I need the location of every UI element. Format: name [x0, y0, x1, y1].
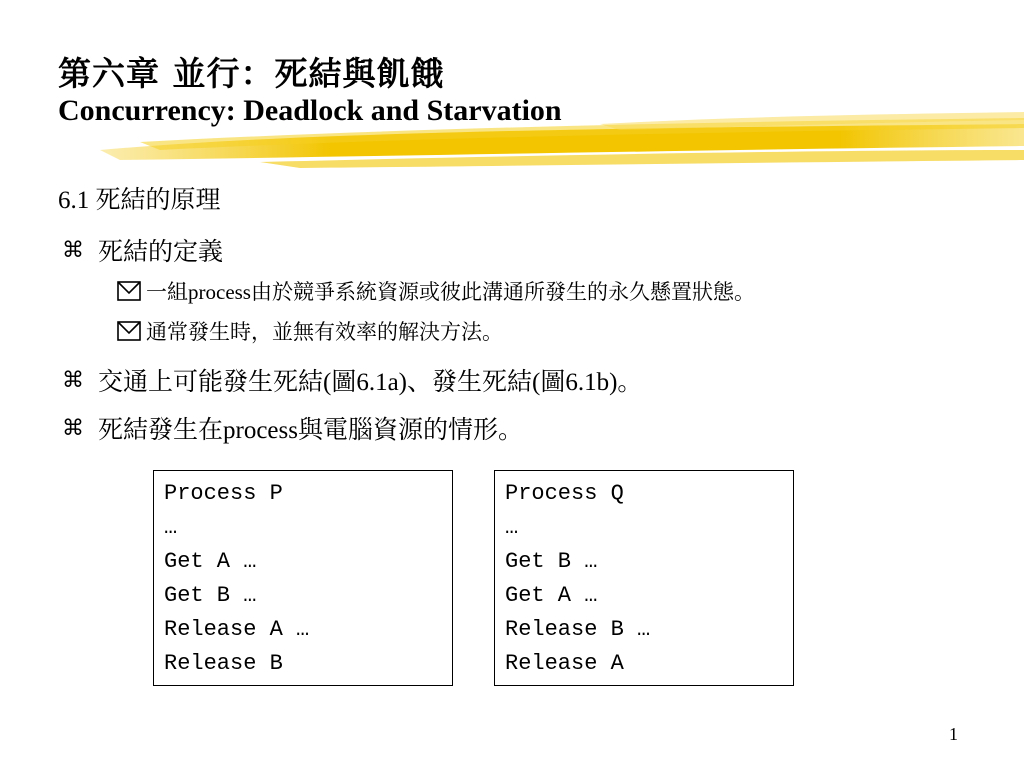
- code-line: …: [505, 515, 519, 540]
- code-line: …: [164, 515, 178, 540]
- bullet-marker-icon: ⌘: [62, 415, 84, 441]
- slide-title-chinese: 第六章 並行：死結與飢餓: [58, 54, 445, 93]
- sub-bullet-text: 一組process由於競爭系統資源或彼此溝通所發生的永久懸置狀態。: [146, 280, 755, 304]
- bullet-marker-icon: ⌘: [62, 367, 84, 393]
- slide-title-english: Concurrency: Deadlock and Starvation: [58, 94, 562, 127]
- bullet-marker-icon: ⌘: [62, 237, 84, 263]
- sub-bullet-text: 通常發生時，並無有效率的解決方法。: [146, 320, 503, 344]
- process-p-code-box: [153, 470, 453, 686]
- bullet-text: 死結發生在process與電腦資源的情形。: [98, 417, 523, 444]
- code-line: Release A: [505, 651, 624, 676]
- bullet-item: [62, 410, 523, 446]
- checkbox-envelope-icon: [116, 280, 142, 302]
- highlight-brush-stroke: [0, 0, 1024, 180]
- bullet-text: 死結的定義: [98, 239, 224, 266]
- bullet-item: [62, 232, 223, 268]
- code-line: Process P: [164, 481, 283, 506]
- bullet-text: 交通上可能發生死結(圖6.1a)、發生死結(圖6.1b)。: [98, 369, 643, 396]
- code-line: Get B …: [164, 583, 257, 608]
- code-line: Get B …: [505, 549, 598, 574]
- bullet-item: [62, 362, 642, 398]
- code-line: Process Q: [505, 481, 624, 506]
- code-line: Get A …: [505, 583, 598, 608]
- code-line: Release A …: [164, 617, 310, 642]
- process-q-code-box: [494, 470, 794, 686]
- sub-bullet-item: [116, 316, 503, 346]
- code-line: Get A …: [164, 549, 257, 574]
- code-line: Release B: [164, 651, 283, 676]
- section-heading: 6.1 死結的原理: [58, 187, 221, 214]
- sub-bullet-item: [116, 276, 755, 306]
- checkbox-envelope-icon: [116, 320, 142, 342]
- code-line: Release B …: [505, 617, 651, 642]
- page-number: 1: [949, 724, 958, 744]
